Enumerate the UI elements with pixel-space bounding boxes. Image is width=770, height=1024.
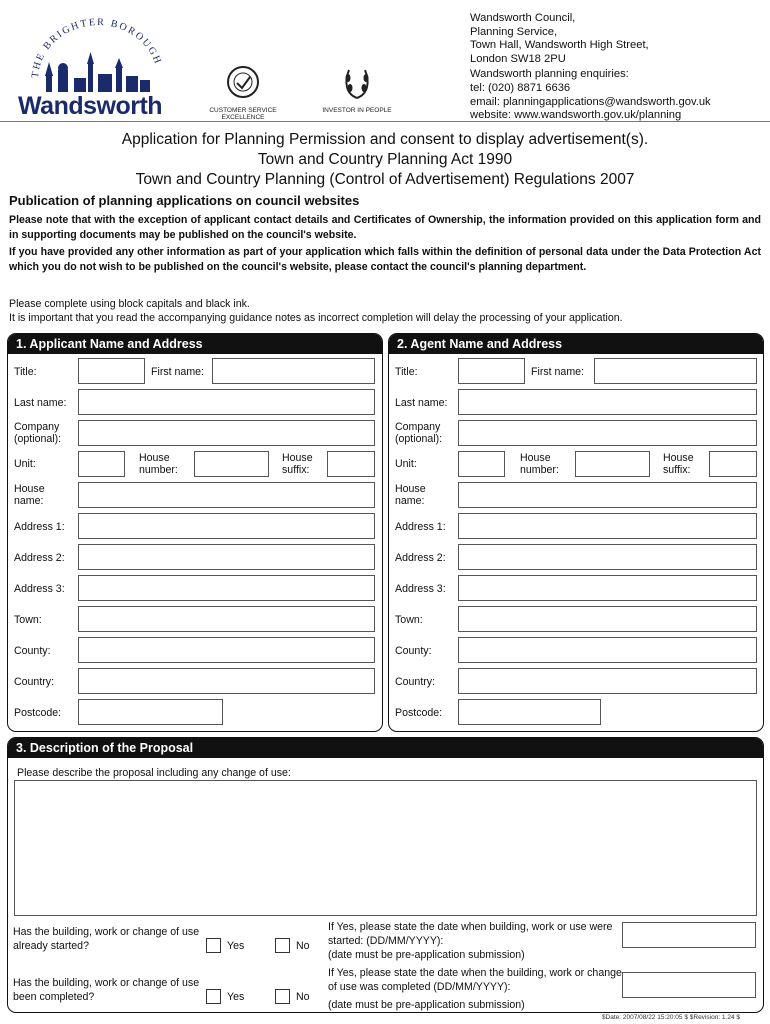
proposal-prompt: Please describe the proposal including any change of use: xyxy=(17,767,291,779)
applicant-county-input[interactable] xyxy=(78,637,375,663)
applicant-address1-input[interactable] xyxy=(78,513,375,539)
proposal-heading: 3. Description of the Proposal xyxy=(8,738,763,758)
contact-line: Wandsworth planning enquiries: xyxy=(470,68,629,81)
agent-address3-label: Address 3: xyxy=(395,583,446,595)
contact-line: Wandsworth Council, xyxy=(470,12,576,24)
contact-line: tel: (020) 8871 6636 xyxy=(470,81,571,94)
applicant-address2-label: Address 2: xyxy=(14,552,65,564)
started-yes-checkbox[interactable] xyxy=(206,938,221,953)
act-title: Town and Country Planning Act 1990 xyxy=(257,151,513,168)
applicant-town-input[interactable] xyxy=(78,606,375,632)
applicant-last-name-input[interactable] xyxy=(78,389,375,415)
council-contact-block xyxy=(470,12,711,123)
completed-question: Has the building, work or change of use been completed? xyxy=(13,977,200,1003)
agent-house-number-label: House number: xyxy=(520,452,559,476)
regulations-title: Town and Country Planning (Control of Advertisement) Regulations 2007 xyxy=(135,171,635,188)
completed-no-checkbox[interactable] xyxy=(275,989,290,1004)
applicant-address2-input[interactable] xyxy=(78,544,375,570)
applicant-house-name-label: House name: xyxy=(14,483,45,507)
applicant-unit-input[interactable] xyxy=(78,451,125,477)
skyline-icon xyxy=(45,52,150,92)
applicant-town-label: Town: xyxy=(14,614,42,626)
agent-house-name-input[interactable] xyxy=(458,482,757,508)
contact-line: Town Hall, Wandsworth High Street, xyxy=(470,39,649,52)
charter-mark-badge xyxy=(198,64,288,121)
agent-unit-input[interactable] xyxy=(458,451,505,477)
publication-notice-2: If you have provided any other information as part of your application which falls within the definition of personal data under the Data Protection Act which you do not wish to be published on the council's website, please contact the council's planning department. xyxy=(9,246,761,273)
agent-house-suffix-label: House suffix: xyxy=(663,452,694,476)
header-divider xyxy=(0,121,770,122)
agent-heading: 2. Agent Name and Address xyxy=(389,334,763,354)
applicant-title-label: Title: xyxy=(14,366,37,378)
agent-company-input[interactable] xyxy=(458,420,757,446)
logo-arc-graphic xyxy=(18,18,168,98)
applicant-postcode-label: Postcode: xyxy=(14,707,62,719)
charter-mark-icon xyxy=(226,64,260,102)
applicant-county-label: County: xyxy=(14,645,51,657)
applicant-house-name-input[interactable] xyxy=(78,482,375,508)
applicant-address3-label: Address 3: xyxy=(14,583,65,595)
applicant-panel xyxy=(7,333,383,732)
agent-postcode-input[interactable] xyxy=(458,699,601,725)
agent-address1-label: Address 1: xyxy=(395,521,446,533)
agent-address2-label: Address 2: xyxy=(395,552,446,564)
agent-town-label: Town: xyxy=(395,614,423,626)
agent-last-name-label: Last name: xyxy=(395,397,448,409)
form-title: Application for Planning Permission and consent to display advertisement(s). xyxy=(121,131,649,148)
contact-line: email: planningapplications@wandsworth.gov.uk xyxy=(470,95,711,108)
agent-county-input[interactable] xyxy=(458,637,757,663)
started-no-checkbox[interactable] xyxy=(275,938,290,953)
completed-yes-label: Yes xyxy=(227,991,245,1003)
agent-title-label: Title: xyxy=(395,366,418,378)
agent-first-name-label: First name: xyxy=(531,366,584,378)
applicant-address1-label: Address 1: xyxy=(14,521,65,533)
applicant-company-input[interactable] xyxy=(78,420,375,446)
agent-town-input[interactable] xyxy=(458,606,757,632)
completed-date-note: (date must be pre-application submission) xyxy=(328,999,525,1011)
started-date-input[interactable] xyxy=(622,922,756,948)
contact-line: website: www.wandsworth.gov.uk/planning xyxy=(470,109,682,122)
agent-company-label: Company (optional): xyxy=(395,421,443,445)
agent-address3-input[interactable] xyxy=(458,575,757,601)
applicant-house-number-label: House number: xyxy=(139,452,178,476)
agent-postcode-label: Postcode: xyxy=(395,707,443,719)
completed-date-question: If Yes, please state the date when the building, work or change of use was completed (DD/MM/YYYY): xyxy=(328,967,622,993)
applicant-last-name-label: Last name: xyxy=(14,397,67,409)
agent-last-name-input[interactable] xyxy=(458,389,757,415)
agent-address1-input[interactable] xyxy=(458,513,757,539)
started-question: Has the building, work or change of use already started? xyxy=(13,926,200,952)
applicant-postcode-input[interactable] xyxy=(78,699,223,725)
agent-county-label: County: xyxy=(395,645,432,657)
applicant-unit-label: Unit: xyxy=(14,458,36,470)
agent-country-input[interactable] xyxy=(458,668,757,694)
applicant-house-suffix-label: House suffix: xyxy=(282,452,313,476)
proposal-panel xyxy=(7,737,764,1013)
publication-notice-1: Please note that with the exception of applicant contact details and Certificates of Ownership, the information provided on this application form and in supporting documents may be published on the council's website. xyxy=(9,214,761,241)
applicant-company-label: Company (optional): xyxy=(14,421,62,445)
started-yes-label: Yes xyxy=(227,940,245,952)
agent-house-number-input[interactable] xyxy=(575,451,650,477)
wandsworth-logo xyxy=(18,18,168,118)
proposal-description-textarea[interactable] xyxy=(14,780,757,916)
contact-line: London SW18 2PU xyxy=(470,52,566,65)
agent-house-name-label: House name: xyxy=(395,483,426,507)
charter-mark-caption: CUSTOMER SERVICE EXCELLENCE xyxy=(209,107,277,121)
agent-unit-label: Unit: xyxy=(395,458,417,470)
agent-address2-input[interactable] xyxy=(458,544,757,570)
instruction-line-2: It is important that you read the accompanying guidance notes as incorrect completion will delay the processing of your application. xyxy=(9,312,623,324)
started-date-question: If Yes, please state the date when building, work or use were started: (DD/MM/YYYY): xyxy=(328,921,613,947)
started-no-label: No xyxy=(296,940,310,952)
started-date-note: (date must be pre-application submission) xyxy=(328,949,525,961)
revision-footer: $Date: 2007/08/22 15:20:05 $ $Revision: 1.24 $ xyxy=(601,1014,740,1021)
investor-badge xyxy=(312,64,402,114)
instruction-line-1: Please complete using block capitals and black ink. xyxy=(9,298,250,310)
completed-date-input[interactable] xyxy=(622,972,756,998)
investor-caption: INVESTOR IN PEOPLE xyxy=(322,107,392,114)
completed-yes-checkbox[interactable] xyxy=(206,989,221,1004)
applicant-address3-input[interactable] xyxy=(78,575,375,601)
applicant-first-name-input[interactable] xyxy=(212,358,375,384)
completed-no-label: No xyxy=(296,991,310,1003)
publication-heading: Publication of planning applications on council websites xyxy=(9,193,360,208)
applicant-house-suffix-input[interactable] xyxy=(327,451,375,477)
logo-arc-text: THE BRIGHTER BOROUGH xyxy=(29,18,164,79)
agent-first-name-input[interactable] xyxy=(594,358,757,384)
applicant-title-input[interactable] xyxy=(78,358,145,384)
applicant-first-name-label: First name: xyxy=(151,366,204,378)
applicant-country-label: Country: xyxy=(14,676,55,688)
agent-panel xyxy=(388,333,764,732)
applicant-house-number-input[interactable] xyxy=(194,451,269,477)
applicant-country-input[interactable] xyxy=(78,668,375,694)
agent-country-label: Country: xyxy=(395,676,436,688)
applicant-heading: 1. Applicant Name and Address xyxy=(8,334,382,354)
agent-title-input[interactable] xyxy=(458,358,525,384)
agent-house-suffix-input[interactable] xyxy=(709,451,757,477)
laurel-wreath-icon xyxy=(340,64,374,102)
contact-line: Planning Service, xyxy=(470,25,558,38)
logo-wordmark: Wandsworth xyxy=(18,92,163,120)
